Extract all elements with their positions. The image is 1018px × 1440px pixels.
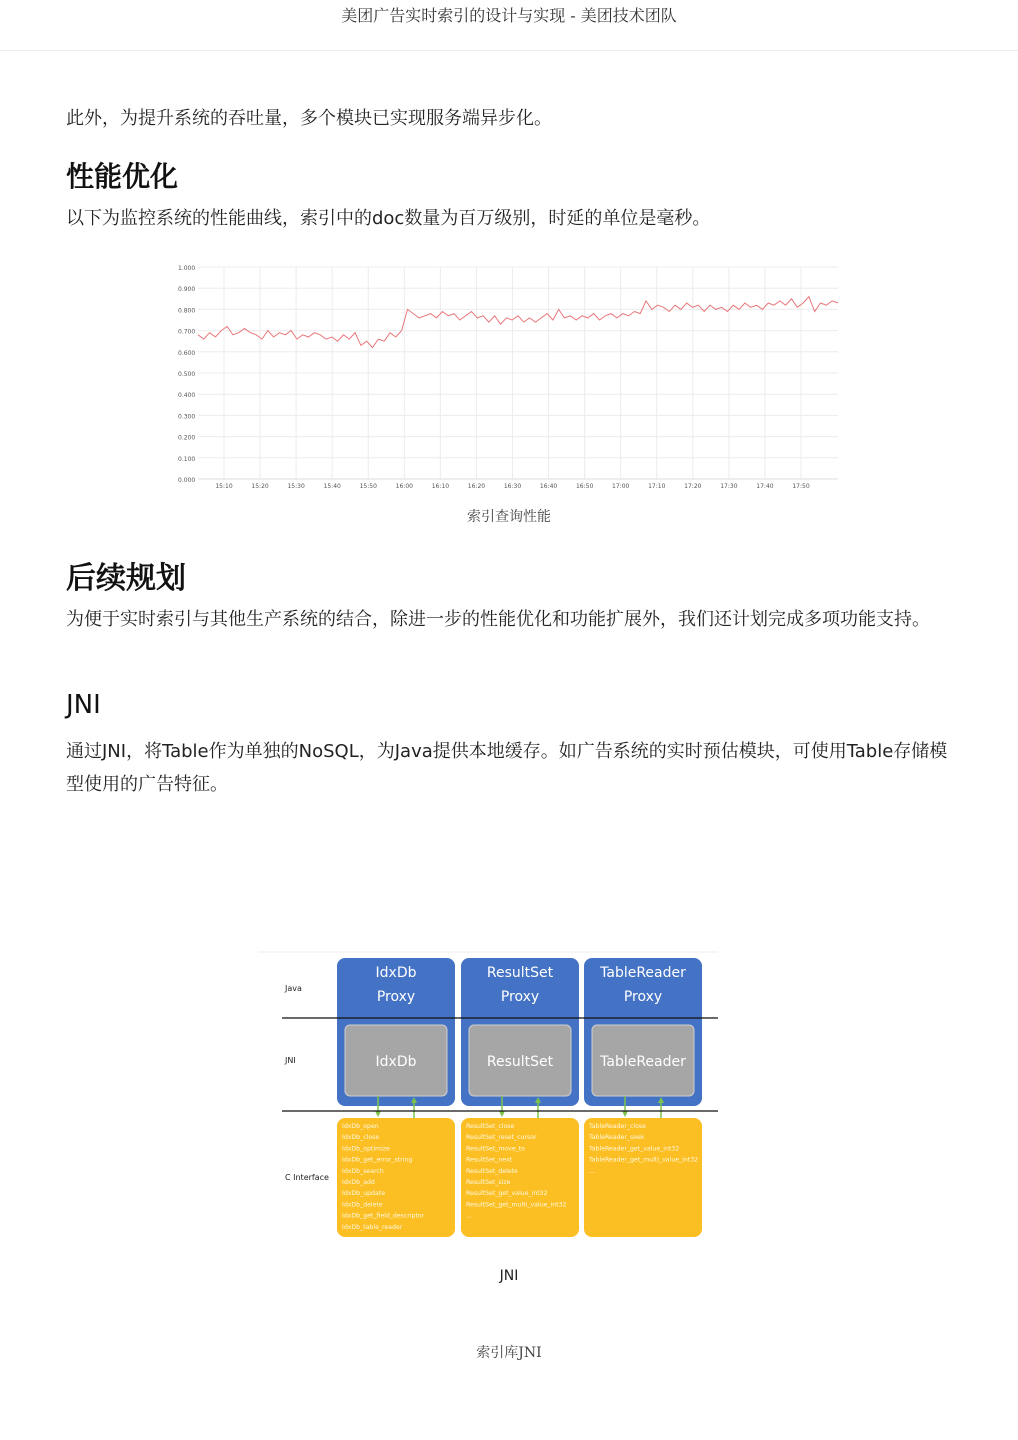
- c-function-label: ...: [466, 1212, 472, 1220]
- jni-architecture-diagram: [258, 950, 720, 1250]
- perf-heading: 性能优化: [66, 160, 179, 193]
- c-function-label: IdxDb_search: [342, 1167, 384, 1175]
- perf-chart-caption: 索引查询性能: [467, 509, 551, 525]
- c-function-label: IdxDb_close: [342, 1134, 380, 1142]
- y-tick-label: 0.600: [178, 349, 196, 357]
- series-line: [198, 297, 838, 348]
- diagram-bottom-label: JNI: [499, 1268, 519, 1284]
- x-tick-label: 17:00: [612, 483, 630, 490]
- x-tick-label: 15:20: [251, 483, 269, 490]
- page-header-title: 美团广告实时索引的设计与实现 - 美团技术团队: [341, 6, 677, 25]
- diagram-column: [461, 958, 579, 1237]
- x-tick-label: 16:30: [503, 483, 522, 490]
- plan-heading: 后续规划: [66, 561, 186, 596]
- c-function-label: ResultSet_close: [466, 1123, 515, 1130]
- y-tick-label: 0.700: [178, 328, 196, 336]
- x-tick-label: 16:10: [431, 483, 450, 490]
- proxy-label: ResultSet: [486, 965, 554, 981]
- down-arrow-head: [499, 1111, 505, 1117]
- c-function-label: ResultSet_move_to: [466, 1145, 525, 1153]
- c-function-label: TableReader_get_value_int32: [589, 1145, 680, 1153]
- x-tick-label: 16:40: [539, 483, 558, 490]
- plan-paragraph: 为便于实时索引与其他生产系统的结合，除进一步的性能优化和功能扩展外，我们还计划完成多项功能支持。: [66, 609, 930, 630]
- proxy-label: IdxDb: [375, 965, 417, 981]
- page-header: [0, 0, 1018, 51]
- c-function-label: ResultSet_get_multi_value_int32: [466, 1201, 567, 1209]
- proxy-label-suffix: Proxy: [500, 989, 540, 1005]
- x-tick-label: 17:10: [648, 483, 666, 490]
- c-function-label: IdxDb_get_error_string: [342, 1156, 413, 1164]
- down-arrow-head: [622, 1111, 628, 1117]
- y-tick-label: 0.400: [178, 392, 196, 400]
- x-tick-label: 17:20: [684, 483, 702, 490]
- x-tick-label: 16:20: [467, 483, 486, 490]
- x-tick-label: 15:50: [359, 483, 377, 490]
- x-tick-label: 16:00: [395, 483, 413, 490]
- y-tick-label: 0.800: [178, 307, 196, 315]
- x-tick-label: 17:30: [720, 483, 738, 490]
- jni-caption: 索引库JNI: [476, 1345, 542, 1361]
- proxy-label-suffix: Proxy: [623, 989, 663, 1005]
- row-label-c-interface: C Interface: [285, 1173, 329, 1182]
- chart-grid: [198, 267, 838, 479]
- diagram-column: [337, 958, 455, 1237]
- c-function-label: ...: [589, 1167, 595, 1175]
- y-tick-label: 0.300: [178, 413, 196, 421]
- intro-paragraph: 此外，为提升系统的吞吐量，多个模块已实现服务端异步化。: [66, 108, 552, 129]
- c-function-label: IdxDb_update: [342, 1190, 386, 1198]
- perf-paragraph: 以下为监控系统的性能曲线，索引中的doc数量为百万级别，时延的单位是毫秒。: [66, 208, 711, 229]
- proxy-label: TableReader: [600, 965, 686, 981]
- row-label-jni: JNI: [285, 1056, 296, 1065]
- y-tick-label: 0.100: [178, 455, 196, 463]
- c-function-label: IdxDb_get_field_descriptor: [342, 1212, 425, 1220]
- down-arrow-head: [375, 1111, 381, 1117]
- c-function-label: ResultSet_get_value_int32: [466, 1190, 548, 1198]
- c-function-label: IdxDb_optimize: [342, 1145, 390, 1153]
- y-tick-label: 0.500: [178, 371, 196, 378]
- x-tick-label: 15:40: [323, 483, 341, 490]
- c-function-label: TableReader_close: [589, 1123, 646, 1130]
- core-label: IdxDb: [375, 1054, 417, 1070]
- jni-heading: JNI: [66, 690, 101, 720]
- c-function-label: ResultSet_reset_cursor: [466, 1134, 537, 1142]
- proxy-label-suffix: Proxy: [376, 989, 416, 1005]
- y-tick-label: 0.000: [178, 477, 196, 484]
- core-label: ResultSet: [486, 1054, 554, 1070]
- c-function-label: IdxDb_open: [342, 1123, 379, 1130]
- y-tick-label: 1.000: [178, 265, 196, 272]
- x-tick-label: 17:50: [792, 483, 810, 490]
- c-function-label: ResultSet_size: [466, 1179, 511, 1186]
- core-label: TableReader: [600, 1054, 686, 1070]
- jni-paragraph: 通过JNI，将Table作为单独的NoSQL，为Java提供本地缓存。如广告系统的实时预估模块，可使用Table存储模型使用的广告特征。: [66, 741, 948, 795]
- c-function-label: IdxDb_table_reader: [342, 1223, 403, 1231]
- diagram-column: [584, 958, 702, 1237]
- y-tick-label: 0.900: [178, 286, 196, 294]
- c-function-label: TableReader_get_multi_value_int32: [589, 1156, 699, 1164]
- row-label-java: Java: [285, 984, 302, 993]
- x-tick-label: 17:40: [756, 483, 774, 490]
- y-tick-label: 0.200: [178, 434, 196, 442]
- performance-line-chart: [168, 258, 848, 498]
- x-tick-label: 15:30: [287, 483, 305, 490]
- c-function-label: ResultSet_next: [466, 1156, 513, 1164]
- c-function-label: IdxDb_add: [342, 1179, 375, 1186]
- x-tick-label: 16:50: [575, 483, 594, 490]
- c-function-label: IdxDb_delete: [342, 1201, 383, 1209]
- c-function-label: ResultSet_delete: [466, 1167, 518, 1175]
- c-function-label: TableReader_seek: [589, 1134, 645, 1142]
- x-tick-label: 15:10: [215, 483, 233, 490]
